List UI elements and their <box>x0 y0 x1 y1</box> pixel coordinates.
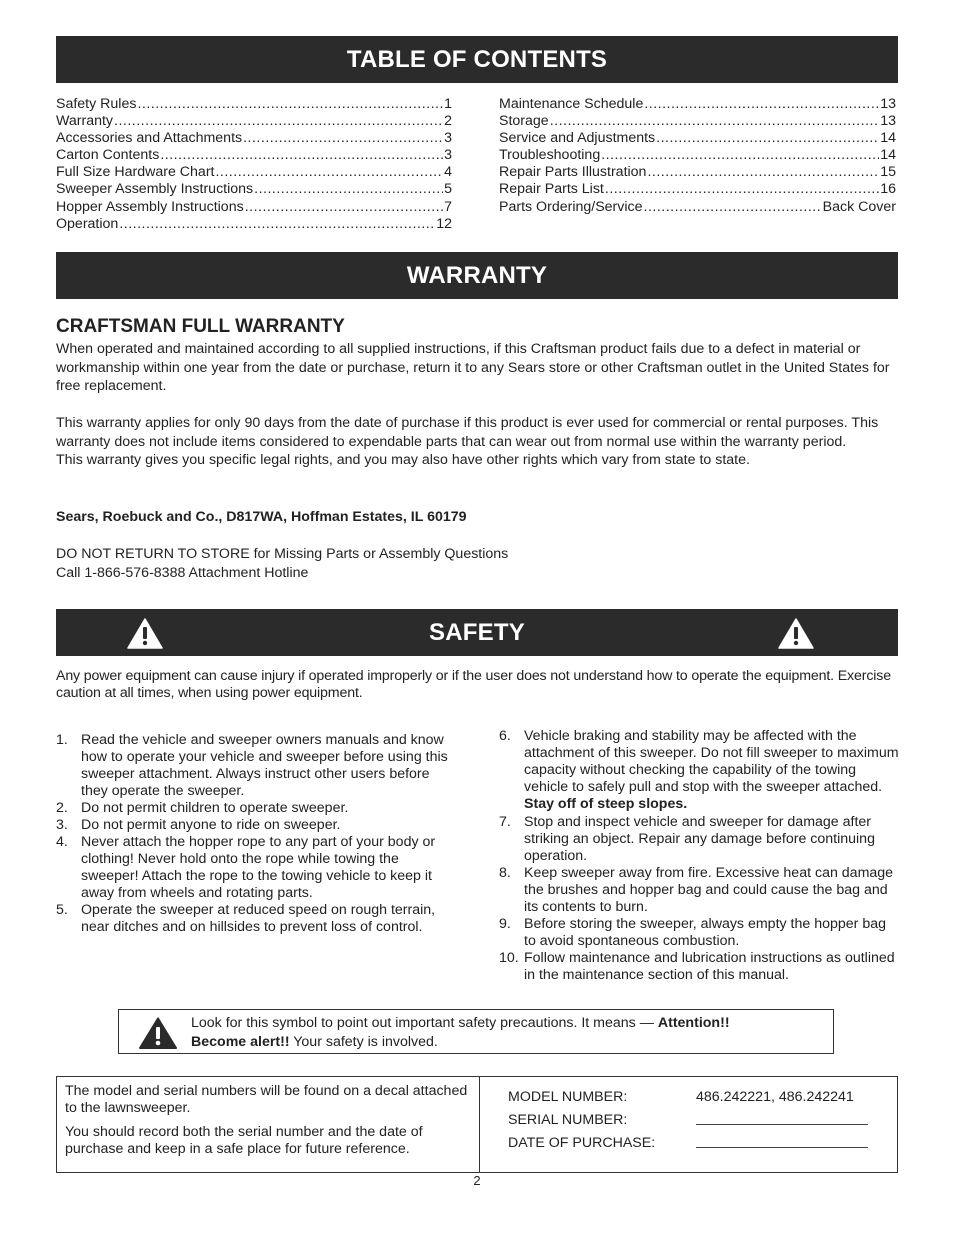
toc-entry-page: 5 <box>444 181 452 198</box>
toc-entry <box>56 147 452 164</box>
warranty-header-bar <box>56 252 898 299</box>
page-number: 2 <box>473 1173 481 1188</box>
toc-entry-label: Repair Parts List <box>499 181 604 198</box>
toc-entry <box>56 181 452 198</box>
safety-list-right-cont <box>499 814 901 984</box>
return-notice: DO NOT RETURN TO STORE for Missing Parts or Assembly Questions <box>56 546 509 562</box>
toc-entry-label: Troubleshooting <box>499 147 601 164</box>
toc-entry-page: 13 <box>880 96 896 112</box>
warranty-paragraph-1 <box>56 340 901 396</box>
toc-entry <box>56 113 452 130</box>
decal-text: The model and serial numbers will be found on a decal attached to the lawnsweeper. <box>65 1083 468 1116</box>
toc-entry-page: 14 <box>880 130 896 147</box>
toc-entry <box>56 130 452 147</box>
list-item: 5. Operate the sweeper at reduced speed on rough terrain, near ditches and on hillsides to prevent loss of control. <box>56 902 436 935</box>
model-serial-box <box>56 1076 898 1173</box>
list-item: 4. Never attach the hopper rope to any part of your body or clothing! Never hold onto the rope while towing the sweeper! Attach the rope to the towing vehicle to keep it away from wheels and rotating parts. <box>56 834 436 901</box>
warranty-paragraph-2 <box>56 414 901 470</box>
toc-header-bar <box>56 36 898 83</box>
safety-symbol-text: Look for this symbol to point out important safety precautions. It means — Attention!! Become alert!! Your safety is involved. <box>191 1015 730 1050</box>
safety-header-bar <box>56 609 898 656</box>
toc-leader-dots <box>550 113 880 130</box>
toc-leader-dots <box>644 96 879 113</box>
warning-triangle-icon <box>778 618 814 656</box>
list-item: 1. Read the vehicle and sweeper owners manuals and know how to operate your vehicle and sweeper before using this sweeper attachment. Always instruct other users before they operate the sweeper. <box>56 732 448 799</box>
toc-entry-label: Parts Ordering/Service <box>499 198 643 215</box>
toc-entry-page: 12 <box>436 215 452 232</box>
toc-entry-label: Carton Contents <box>56 147 160 164</box>
toc-entry-label: Safety Rules <box>56 96 137 112</box>
toc-leader-dots <box>644 199 822 216</box>
toc-entry-page: Back Cover <box>822 198 896 215</box>
serial-number-row: SERIAL NUMBER: <box>508 1112 627 1128</box>
record-text: You should record both the serial number and the date of purchase and keep in a safe place for future reference. <box>65 1124 423 1157</box>
toc-entry-page: 15 <box>880 164 896 181</box>
date-of-purchase-row: DATE OF PURCHASE: <box>508 1135 655 1151</box>
warranty-text-2: This warranty applies for only 90 days from the date of purchase if this product is ever used for commercial or rental purposes. This warranty does not include items considered to expendable parts that can wear out from normal use within the warranty period. <box>56 415 879 450</box>
toc-entry <box>499 181 896 198</box>
toc-leader-dots <box>114 113 443 130</box>
toc-entry-label: Accessories and Attachments <box>56 130 243 147</box>
toc-entry <box>499 164 896 181</box>
toc-leader-dots <box>605 181 879 198</box>
warning-triangle-icon <box>127 618 163 656</box>
toc-entry <box>499 199 896 216</box>
toc-entry-label: Full Size Hardware Chart <box>56 164 215 181</box>
toc-leader-dots <box>243 130 443 147</box>
toc-leader-dots <box>245 199 443 216</box>
toc-right-column <box>499 96 896 216</box>
toc-entry-label: Operation <box>56 215 119 232</box>
toc-entry-page: 14 <box>880 147 896 164</box>
safety-title: SAFETY <box>429 618 525 646</box>
toc-entry <box>499 147 896 164</box>
toc-entry-page: 3 <box>444 130 452 147</box>
safety-symbol-box <box>118 1009 834 1054</box>
safety-list-right <box>499 728 901 813</box>
list-item: 3. Do not permit anyone to ride on sweeper. <box>56 817 341 833</box>
warning-triangle-icon <box>139 1017 177 1054</box>
toc-entry <box>56 216 452 233</box>
toc-entry-label: Storage <box>499 113 549 130</box>
toc-leader-dots <box>656 130 879 147</box>
toc-entry-label: Service and Adjustments <box>499 130 656 147</box>
safety-list-left <box>56 732 456 936</box>
safety-intro: Any power equipment can cause injury if operated improperly or if the user does not understand how to operate the equipment. Exercise caution at all times, when using power equipment. <box>56 668 891 701</box>
toc-leader-dots <box>647 164 879 181</box>
list-item: 10. Follow maintenance and lubrication instructions as outlined in the maintenance section of this manual. <box>499 950 895 983</box>
toc-entry <box>56 96 452 113</box>
toc-entry-label: Hopper Assembly Instructions <box>56 198 244 215</box>
warranty-text-3: This warranty gives you specific legal rights, and you may also have other rights which vary from state to state. <box>56 452 750 468</box>
toc-entry-page: 4 <box>444 164 452 181</box>
toc-entry-page: 16 <box>880 181 896 198</box>
list-item: 7. Stop and inspect vehicle and sweeper for damage after striking an object. Repair any damage before continuing operation. <box>499 814 875 864</box>
toc-entry-page: 1 <box>444 96 452 112</box>
toc-entry <box>499 113 896 130</box>
toc-entry <box>56 199 452 216</box>
toc-entry-page: 7 <box>444 198 452 215</box>
model-number-row: MODEL NUMBER: 486.242221, 486.242241 <box>508 1089 854 1105</box>
date-of-purchase-blank[interactable] <box>696 1135 868 1152</box>
model-number-value: 486.242221, 486.242241 <box>696 1089 854 1105</box>
toc-entry-label: Repair Parts Illustration <box>499 164 647 181</box>
list-item: 9. Before storing the sweeper, always empty the hopper bag to avoid spontaneous combustion. <box>499 916 886 949</box>
list-item: 8. Keep sweeper away from fire. Excessive heat can damage the brushes and hopper bag and could cause the bag and its contents to burn. <box>499 865 894 915</box>
list-item: 6. Vehicle braking and stability may be affected with the attachment of this sweeper. Do not fill sweeper to maximum capacity without checking the capability of the towing vehicle to safely pull and stop with the sweeper attached. Stay off of steep slopes. <box>499 728 899 812</box>
list-item: 2. Do not permit children to operate sweeper. <box>56 800 349 816</box>
toc-entry-page: 13 <box>880 113 896 130</box>
toc-entry-label: Sweeper Assembly Instructions <box>56 181 254 198</box>
toc-title: TABLE OF CONTENTS <box>346 45 608 73</box>
toc-entry-label: Warranty <box>56 113 114 130</box>
warranty-subtitle: CRAFTSMAN FULL WARRANTY <box>56 316 345 337</box>
toc-entry-page: 2 <box>444 113 452 130</box>
serial-number-blank[interactable] <box>696 1112 868 1129</box>
warranty-title: WARRANTY <box>406 261 548 289</box>
hotline-notice: Call 1-866-576-8388 Attachment Hotline <box>56 564 309 581</box>
toc-entry <box>499 96 896 113</box>
toc-leader-dots <box>601 147 879 164</box>
toc-leader-dots <box>160 147 443 164</box>
toc-leader-dots <box>254 181 443 198</box>
warranty-text-1: When operated and maintained according to all supplied instructions, if this Craftsman product fails due to a defect in material or workmanship within one year from the date or purchase, return it to any Sears store or other Craftsman outlet in the United States for free replacement. <box>56 341 890 394</box>
toc-entry <box>499 130 896 147</box>
warranty-notice <box>56 545 901 582</box>
toc-leader-dots <box>215 164 443 181</box>
decal-instructions <box>57 1077 480 1172</box>
toc-left-column <box>56 96 452 233</box>
toc-entry <box>56 164 452 181</box>
toc-entry-label: Maintenance Schedule <box>499 96 644 112</box>
toc-leader-dots <box>137 96 443 113</box>
toc-entry-page: 3 <box>444 147 452 164</box>
warranty-address: Sears, Roebuck and Co., D817WA, Hoffman Estates, IL 60179 <box>56 509 467 525</box>
toc-leader-dots <box>119 216 435 233</box>
